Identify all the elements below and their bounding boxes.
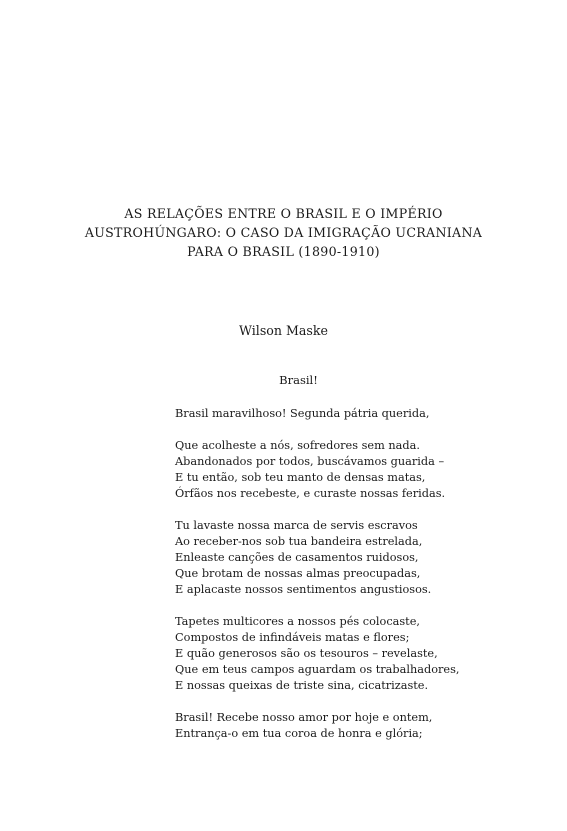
poem-body (175, 406, 505, 758)
poem-verse: Brasil maravilhoso! Segunda pátria querida, (175, 407, 430, 420)
poem-verse: Órfãos nos recebeste, e curaste nossas feridas. (175, 487, 446, 500)
poem-verse: Que brotam de nossas almas preocupadas, (175, 567, 421, 580)
poem-verse: Abandonados por todos, buscávamos guarida – (175, 455, 445, 468)
poem-title: Brasil! (279, 373, 318, 387)
poem-verse: Compostos de infindáveis matas e flores; (175, 631, 410, 644)
poem-verse: Tu lavaste nossa marca de servis escravos (175, 519, 418, 532)
poem-verse: Tapetes multicores a nossos pés colocaste, (175, 615, 420, 628)
poem-stanza-5 (175, 710, 505, 742)
poem-stanza-4 (175, 614, 505, 694)
poem-stanza-2 (175, 438, 505, 502)
poem-verse: Brasil! Recebe nosso amor por hoje e ontem, (175, 711, 433, 724)
poem-verse: E quão generosos são os tesouros – revelaste, (175, 647, 438, 660)
poem-verse: Ao receber-nos sob tua bandeira estrelada, (175, 535, 423, 548)
poem-verse: Que acolheste a nós, sofredores sem nada. (175, 439, 420, 452)
poem-stanza-3 (175, 518, 505, 598)
poem-verse: Enleaste canções de casamentos ruidosos, (175, 551, 419, 564)
title-line-1: AS RELAÇÕES ENTRE O BRASIL E O IMPÉRIO (124, 206, 443, 221)
poem-verse: E tu então, sob teu manto de densas matas, (175, 471, 426, 484)
poem-verse: Entrança-o em tua coroa de honra e glória; (175, 727, 423, 740)
document-title (0, 204, 567, 261)
poem-verse: E nossas queixas de triste sina, cicatrizaste. (175, 679, 429, 692)
author-name: Wilson Maske (239, 323, 328, 338)
poem-verse: Que em teus campos aguardam os trabalhadores, (175, 663, 460, 676)
poem-stanza-1 (175, 406, 505, 422)
poem-verse: E aplacaste nossos sentimentos angustiosos. (175, 583, 432, 596)
title-line-3: PARA O BRASIL (1890-1910) (187, 244, 380, 259)
title-line-2: AUSTROHÚNGARO: O CASO DA IMIGRAÇÃO UCRANIANA (84, 225, 483, 240)
